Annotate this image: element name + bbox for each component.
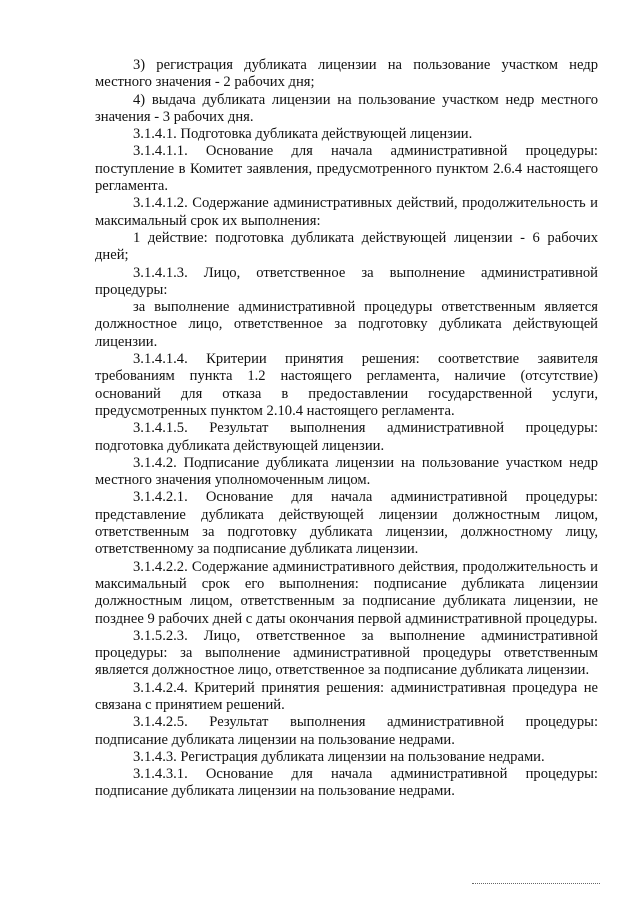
paragraph: 3.1.4.1.4. Критерии принятия решения: соответствие заявителя требованиям пункта 1.2 настоящего регламента, наличие (отсутствие) оснований для отказа в предоставлении государственной услуги, предусмотренных пунктом 2.10.4 настоящего регламента. — [95, 351, 598, 419]
paragraph: 3.1.4.2.2. Содержание административного действия, продолжительность и максимальный срок его выполнения: подписание дубликата лицензии должностным лицом, ответственным за подписание дубликата лицензии, не позднее 9 рабочих дней с даты окончания первой административной процедуры. — [95, 558, 598, 627]
paragraph: 3.1.4.3.1. Основание для начала административной процедуры: подписание дубликата лицензии на пользование недрами. — [95, 766, 598, 800]
paragraph: 3) регистрация дубликата лицензии на пользование участком недр местного значения - 2 рабочих дня; — [95, 57, 598, 91]
paragraph: 3.1.4.2.4. Критерий принятия решения: административная процедура не связана с принятием решений. — [95, 679, 598, 713]
paragraph: 3.1.4.2.1. Основание для начала административной процедуры: представление дубликата действующей лицензии должностным лицом, ответственным за подготовку дубликата лицензии, должностному лицу, ответственному за подписание дубликата лицензии. — [95, 489, 598, 558]
paragraph: 3.1.4.1.5. Результат выполнения административной процедуры: подготовка дубликата действующей лицензии. — [95, 420, 598, 454]
paragraph: 4) выдача дубликата лицензии на пользование участком недр местного значения - 3 рабочих дня. — [95, 91, 598, 125]
paragraph: 3.1.4.1.2. Содержание административных действий, продолжительность и максимальный срок их выполнения: — [95, 195, 598, 229]
paragraph: 3.1.4.3. Регистрация дубликата лицензии на пользование недрами. — [133, 748, 545, 765]
paragraph: 3.1.4.2.5. Результат выполнения административной процедуры: подписание дубликата лицензии на пользование недрами. — [95, 714, 598, 748]
paragraph: 3.1.4.1. Подготовка дубликата действующей лицензии. — [133, 126, 473, 143]
paragraph: 3.1.4.2. Подписание дубликата лицензии на пользование участком недр местного значения уполномоченным лицом. — [95, 454, 598, 489]
paragraph: за выполнение административной процедуры ответственным является должностное лицо, ответственное за подготовку дубликата действующей лицензии. — [95, 299, 598, 350]
paragraph: 1 действие: подготовка дубликата действующей лицензии - 6 рабочих дней; — [95, 229, 598, 264]
paragraph: 3.1.5.2.3. Лицо, ответственное за выполнение административной процедуры: за выполнение административной процедуры ответственным является должностное лицо, ответственное за подписание дубликата лицензии. — [95, 627, 598, 679]
footer-rule — [472, 883, 600, 884]
paragraph: 3.1.4.1.3. Лицо, ответственное за выполнение административной процедуры: — [95, 264, 598, 298]
document-body — [95, 57, 598, 801]
paragraph: 3.1.4.1.1. Основание для начала административной процедуры: поступление в Комитет заявления, предусмотренного пунктом 2.6.4 настоящего регламента. — [95, 143, 598, 195]
